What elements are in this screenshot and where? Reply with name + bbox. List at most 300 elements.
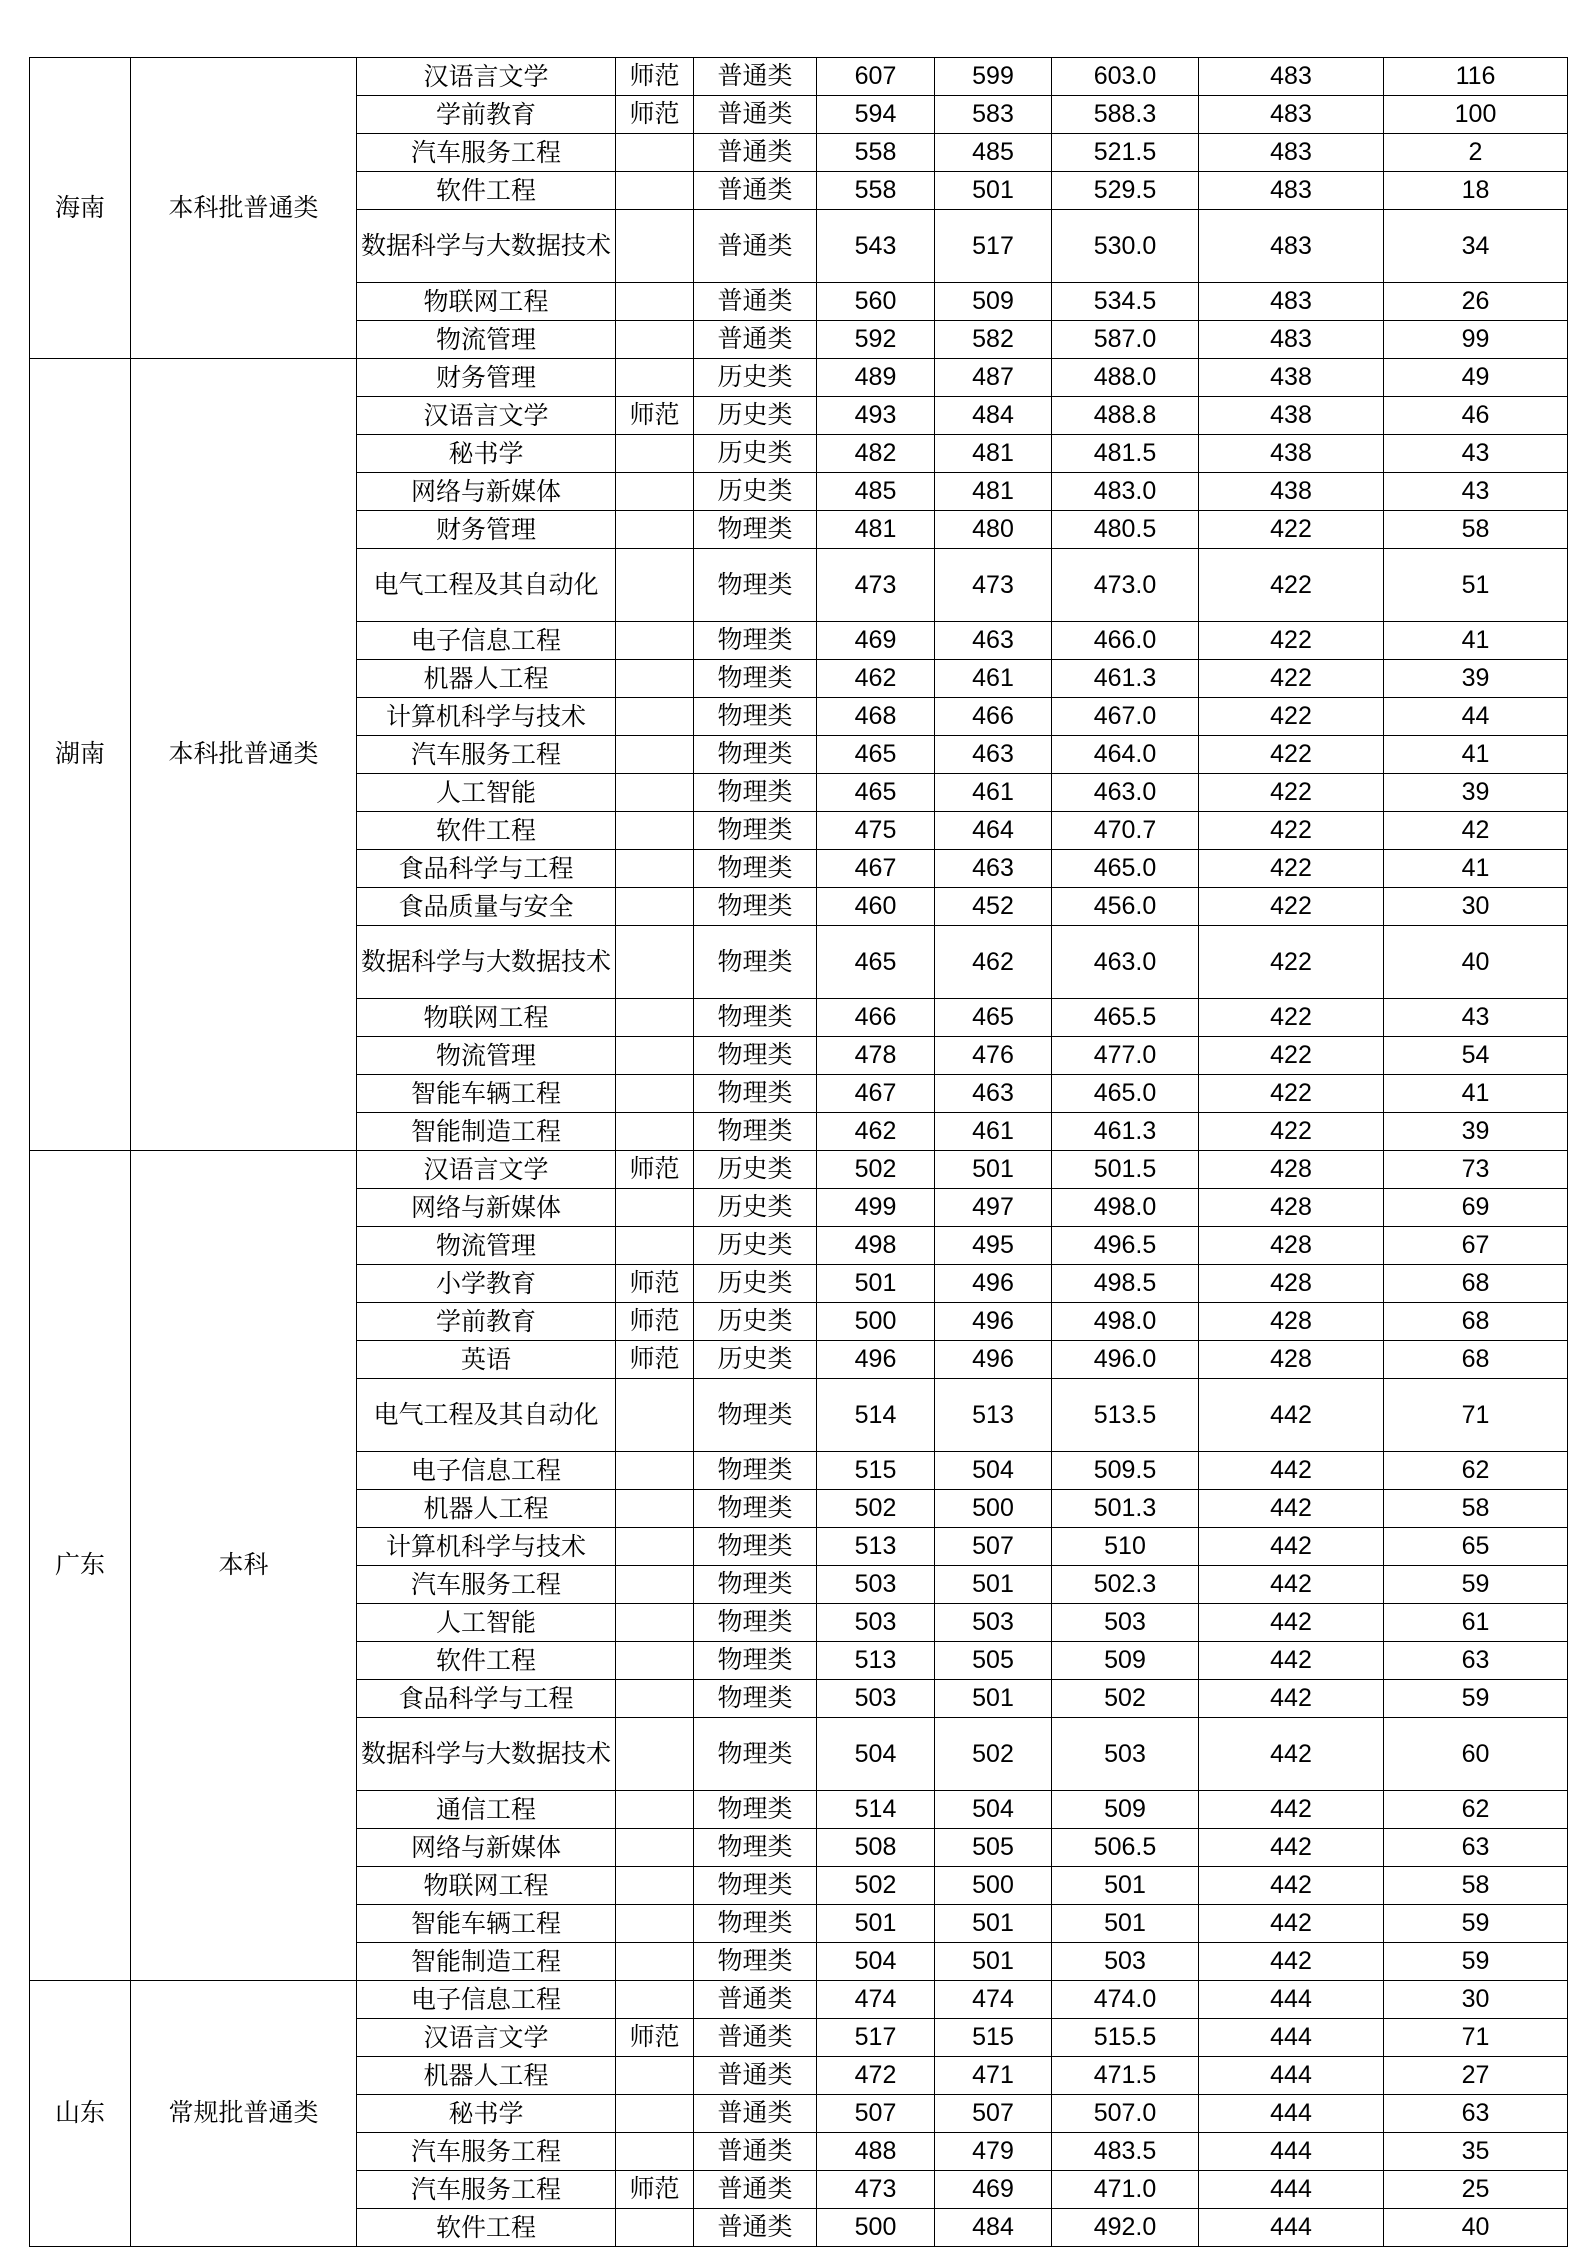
avg-score-cell: 474.0: [1052, 1981, 1199, 2019]
min-score-cell: 582: [935, 321, 1052, 359]
score-above-line-cell: 58: [1384, 1490, 1568, 1528]
avg-score-cell: 467.0: [1052, 698, 1199, 736]
min-score-cell: 466: [935, 698, 1052, 736]
program-note-cell: 师范: [616, 2171, 694, 2209]
min-score-cell: 462: [935, 926, 1052, 999]
avg-score-cell: 503: [1052, 1604, 1199, 1642]
max-score-cell: 504: [817, 1718, 935, 1791]
max-score-cell: 473: [817, 2171, 935, 2209]
score-above-line-cell: 44: [1384, 698, 1568, 736]
major-cell: 汉语言文学: [357, 1151, 616, 1189]
control-line-cell: 442: [1199, 1490, 1384, 1528]
max-score-cell: 504: [817, 1943, 935, 1981]
avg-score-cell: 466.0: [1052, 622, 1199, 660]
major-cell: 财务管理: [357, 359, 616, 397]
province-cell: 湖南: [30, 359, 131, 1151]
avg-score-cell: 509: [1052, 1791, 1199, 1829]
avg-score-cell: 509: [1052, 1642, 1199, 1680]
subject-category-cell: 物理类: [694, 1604, 817, 1642]
subject-category-cell: 普通类: [694, 2133, 817, 2171]
min-score-cell: 481: [935, 473, 1052, 511]
major-cell: 秘书学: [357, 2095, 616, 2133]
program-note-cell: 师范: [616, 1265, 694, 1303]
min-score-cell: 461: [935, 774, 1052, 812]
table-row: [30, 1151, 1568, 1189]
score-above-line-cell: 34: [1384, 210, 1568, 283]
major-cell: 机器人工程: [357, 660, 616, 698]
max-score-cell: 503: [817, 1566, 935, 1604]
major-cell: 电子信息工程: [357, 1981, 616, 2019]
avg-score-cell: 488.0: [1052, 359, 1199, 397]
control-line-cell: 442: [1199, 1829, 1384, 1867]
score-above-line-cell: 41: [1384, 1075, 1568, 1113]
avg-score-cell: 465.5: [1052, 999, 1199, 1037]
program-note-cell: [616, 549, 694, 622]
score-above-line-cell: 68: [1384, 1265, 1568, 1303]
program-note-cell: [616, 1981, 694, 2019]
program-note-cell: [616, 774, 694, 812]
min-score-cell: 474: [935, 1981, 1052, 2019]
subject-category-cell: 物理类: [694, 850, 817, 888]
control-line-cell: 422: [1199, 1037, 1384, 1075]
major-cell: 智能车辆工程: [357, 1905, 616, 1943]
min-score-cell: 463: [935, 622, 1052, 660]
control-line-cell: 442: [1199, 1791, 1384, 1829]
table-row: [30, 359, 1568, 397]
subject-category-cell: 历史类: [694, 1189, 817, 1227]
major-cell: 网络与新媒体: [357, 473, 616, 511]
score-above-line-cell: 63: [1384, 1829, 1568, 1867]
score-above-line-cell: 43: [1384, 999, 1568, 1037]
subject-category-cell: 物理类: [694, 1642, 817, 1680]
subject-category-cell: 物理类: [694, 736, 817, 774]
max-score-cell: 558: [817, 134, 935, 172]
control-line-cell: 444: [1199, 2133, 1384, 2171]
subject-category-cell: 物理类: [694, 511, 817, 549]
major-cell: 食品科学与工程: [357, 1680, 616, 1718]
subject-category-cell: 物理类: [694, 1379, 817, 1452]
program-note-cell: [616, 511, 694, 549]
score-above-line-cell: 73: [1384, 1151, 1568, 1189]
min-score-cell: 507: [935, 2095, 1052, 2133]
program-note-cell: [616, 1379, 694, 1452]
min-score-cell: 480: [935, 511, 1052, 549]
max-score-cell: 558: [817, 172, 935, 210]
control-line-cell: 428: [1199, 1189, 1384, 1227]
max-score-cell: 560: [817, 283, 935, 321]
major-cell: 汽车服务工程: [357, 2133, 616, 2171]
province-cell: 海南: [30, 58, 131, 359]
control-line-cell: 442: [1199, 1905, 1384, 1943]
score-above-line-cell: 39: [1384, 660, 1568, 698]
subject-category-cell: 历史类: [694, 473, 817, 511]
avg-score-cell: 492.0: [1052, 2209, 1199, 2247]
min-score-cell: 503: [935, 1604, 1052, 1642]
avg-score-cell: 483.0: [1052, 473, 1199, 511]
program-note-cell: 师范: [616, 96, 694, 134]
min-score-cell: 501: [935, 1905, 1052, 1943]
min-score-cell: 461: [935, 1113, 1052, 1151]
avg-score-cell: 501.3: [1052, 1490, 1199, 1528]
min-score-cell: 452: [935, 888, 1052, 926]
control-line-cell: 428: [1199, 1303, 1384, 1341]
major-cell: 软件工程: [357, 2209, 616, 2247]
control-line-cell: 444: [1199, 2095, 1384, 2133]
program-note-cell: 师范: [616, 2019, 694, 2057]
avg-score-cell: 498.0: [1052, 1303, 1199, 1341]
score-above-line-cell: 58: [1384, 511, 1568, 549]
major-cell: 电子信息工程: [357, 1452, 616, 1490]
avg-score-cell: 503: [1052, 1718, 1199, 1791]
major-cell: 人工智能: [357, 774, 616, 812]
avg-score-cell: 461.3: [1052, 1113, 1199, 1151]
avg-score-cell: 501.5: [1052, 1151, 1199, 1189]
major-cell: 软件工程: [357, 172, 616, 210]
program-note-cell: [616, 210, 694, 283]
program-note-cell: [616, 698, 694, 736]
subject-category-cell: 普通类: [694, 283, 817, 321]
score-above-line-cell: 43: [1384, 473, 1568, 511]
score-above-line-cell: 30: [1384, 1981, 1568, 2019]
subject-category-cell: 物理类: [694, 1452, 817, 1490]
control-line-cell: 444: [1199, 2019, 1384, 2057]
subject-category-cell: 历史类: [694, 1227, 817, 1265]
score-above-line-cell: 35: [1384, 2133, 1568, 2171]
major-cell: 机器人工程: [357, 1490, 616, 1528]
control-line-cell: 483: [1199, 321, 1384, 359]
subject-category-cell: 历史类: [694, 435, 817, 473]
score-above-line-cell: 18: [1384, 172, 1568, 210]
major-cell: 小学教育: [357, 1265, 616, 1303]
max-score-cell: 485: [817, 473, 935, 511]
max-score-cell: 469: [817, 622, 935, 660]
min-score-cell: 583: [935, 96, 1052, 134]
major-cell: 通信工程: [357, 1791, 616, 1829]
score-above-line-cell: 68: [1384, 1341, 1568, 1379]
subject-category-cell: 普通类: [694, 1981, 817, 2019]
control-line-cell: 428: [1199, 1151, 1384, 1189]
control-line-cell: 483: [1199, 134, 1384, 172]
score-above-line-cell: 99: [1384, 321, 1568, 359]
avg-score-cell: 461.3: [1052, 660, 1199, 698]
major-cell: 汉语言文学: [357, 397, 616, 435]
avg-score-cell: 588.3: [1052, 96, 1199, 134]
score-above-line-cell: 27: [1384, 2057, 1568, 2095]
subject-category-cell: 物理类: [694, 1037, 817, 1075]
avg-score-cell: 506.5: [1052, 1829, 1199, 1867]
max-score-cell: 507: [817, 2095, 935, 2133]
batch-cell: 本科批普通类: [131, 58, 357, 359]
subject-category-cell: 普通类: [694, 134, 817, 172]
subject-category-cell: 历史类: [694, 1303, 817, 1341]
major-cell: 物联网工程: [357, 1867, 616, 1905]
major-cell: 物流管理: [357, 321, 616, 359]
avg-score-cell: 501: [1052, 1905, 1199, 1943]
control-line-cell: 444: [1199, 2057, 1384, 2095]
score-above-line-cell: 26: [1384, 283, 1568, 321]
control-line-cell: 428: [1199, 1265, 1384, 1303]
max-score-cell: 473: [817, 549, 935, 622]
avg-score-cell: 480.5: [1052, 511, 1199, 549]
score-above-line-cell: 100: [1384, 96, 1568, 134]
max-score-cell: 482: [817, 435, 935, 473]
min-score-cell: 500: [935, 1867, 1052, 1905]
max-score-cell: 543: [817, 210, 935, 283]
max-score-cell: 481: [817, 511, 935, 549]
max-score-cell: 493: [817, 397, 935, 435]
avg-score-cell: 502: [1052, 1680, 1199, 1718]
program-note-cell: [616, 359, 694, 397]
score-above-line-cell: 2: [1384, 134, 1568, 172]
control-line-cell: 442: [1199, 1604, 1384, 1642]
control-line-cell: 483: [1199, 96, 1384, 134]
max-score-cell: 489: [817, 359, 935, 397]
score-above-line-cell: 40: [1384, 926, 1568, 999]
subject-category-cell: 物理类: [694, 660, 817, 698]
min-score-cell: 504: [935, 1452, 1052, 1490]
max-score-cell: 467: [817, 1075, 935, 1113]
program-note-cell: [616, 1528, 694, 1566]
max-score-cell: 498: [817, 1227, 935, 1265]
program-note-cell: 师范: [616, 397, 694, 435]
min-score-cell: 463: [935, 850, 1052, 888]
major-cell: 机器人工程: [357, 2057, 616, 2095]
subject-category-cell: 物理类: [694, 1943, 817, 1981]
subject-category-cell: 历史类: [694, 359, 817, 397]
score-above-line-cell: 59: [1384, 1905, 1568, 1943]
program-note-cell: [616, 2095, 694, 2133]
subject-category-cell: 物理类: [694, 926, 817, 999]
control-line-cell: 422: [1199, 736, 1384, 774]
subject-category-cell: 物理类: [694, 888, 817, 926]
score-above-line-cell: 59: [1384, 1566, 1568, 1604]
control-line-cell: 442: [1199, 1867, 1384, 1905]
control-line-cell: 422: [1199, 1075, 1384, 1113]
max-score-cell: 466: [817, 999, 935, 1037]
score-above-line-cell: 62: [1384, 1452, 1568, 1490]
avg-score-cell: 463.0: [1052, 926, 1199, 999]
major-cell: 数据科学与大数据技术: [357, 210, 616, 283]
major-cell: 数据科学与大数据技术: [357, 1718, 616, 1791]
max-score-cell: 502: [817, 1151, 935, 1189]
avg-score-cell: 498.0: [1052, 1189, 1199, 1227]
min-score-cell: 501: [935, 172, 1052, 210]
avg-score-cell: 530.0: [1052, 210, 1199, 283]
score-above-line-cell: 65: [1384, 1528, 1568, 1566]
program-note-cell: [616, 1829, 694, 1867]
subject-category-cell: 物理类: [694, 549, 817, 622]
program-note-cell: [616, 1642, 694, 1680]
control-line-cell: 442: [1199, 1718, 1384, 1791]
province-cell: 广东: [30, 1151, 131, 1981]
max-score-cell: 515: [817, 1452, 935, 1490]
program-note-cell: [616, 1867, 694, 1905]
program-note-cell: [616, 736, 694, 774]
avg-score-cell: 507.0: [1052, 2095, 1199, 2133]
avg-score-cell: 465.0: [1052, 1075, 1199, 1113]
avg-score-cell: 513.5: [1052, 1379, 1199, 1452]
major-cell: 人工智能: [357, 1604, 616, 1642]
min-score-cell: 500: [935, 1490, 1052, 1528]
score-above-line-cell: 58: [1384, 1867, 1568, 1905]
subject-category-cell: 普通类: [694, 58, 817, 96]
program-note-cell: [616, 622, 694, 660]
major-cell: 学前教育: [357, 1303, 616, 1341]
major-cell: 物流管理: [357, 1037, 616, 1075]
program-note-cell: [616, 850, 694, 888]
score-above-line-cell: 63: [1384, 2095, 1568, 2133]
control-line-cell: 428: [1199, 1227, 1384, 1265]
program-note-cell: 师范: [616, 1303, 694, 1341]
min-score-cell: 509: [935, 283, 1052, 321]
subject-category-cell: 普通类: [694, 210, 817, 283]
major-cell: 英语: [357, 1341, 616, 1379]
program-note-cell: [616, 1227, 694, 1265]
program-note-cell: 师范: [616, 1151, 694, 1189]
avg-score-cell: 603.0: [1052, 58, 1199, 96]
score-above-line-cell: 68: [1384, 1303, 1568, 1341]
min-score-cell: 481: [935, 435, 1052, 473]
avg-score-cell: 471.0: [1052, 2171, 1199, 2209]
major-cell: 汽车服务工程: [357, 2171, 616, 2209]
subject-category-cell: 物理类: [694, 1566, 817, 1604]
major-cell: 电气工程及其自动化: [357, 549, 616, 622]
subject-category-cell: 物理类: [694, 812, 817, 850]
score-above-line-cell: 42: [1384, 812, 1568, 850]
major-cell: 电子信息工程: [357, 622, 616, 660]
min-score-cell: 495: [935, 1227, 1052, 1265]
min-score-cell: 461: [935, 660, 1052, 698]
max-score-cell: 503: [817, 1604, 935, 1642]
control-line-cell: 442: [1199, 1566, 1384, 1604]
program-note-cell: [616, 473, 694, 511]
avg-score-cell: 470.7: [1052, 812, 1199, 850]
table-row: [30, 58, 1568, 96]
max-score-cell: 465: [817, 926, 935, 999]
subject-category-cell: 物理类: [694, 1867, 817, 1905]
program-note-cell: [616, 999, 694, 1037]
max-score-cell: 513: [817, 1528, 935, 1566]
min-score-cell: 504: [935, 1791, 1052, 1829]
subject-category-cell: 普通类: [694, 2019, 817, 2057]
avg-score-cell: 501: [1052, 1867, 1199, 1905]
major-cell: 物联网工程: [357, 999, 616, 1037]
min-score-cell: 463: [935, 1075, 1052, 1113]
max-score-cell: 462: [817, 660, 935, 698]
avg-score-cell: 534.5: [1052, 283, 1199, 321]
subject-category-cell: 物理类: [694, 999, 817, 1037]
min-score-cell: 496: [935, 1341, 1052, 1379]
avg-score-cell: 473.0: [1052, 549, 1199, 622]
max-score-cell: 501: [817, 1905, 935, 1943]
control-line-cell: 422: [1199, 660, 1384, 698]
subject-category-cell: 物理类: [694, 1113, 817, 1151]
program-note-cell: [616, 926, 694, 999]
major-cell: 智能制造工程: [357, 1113, 616, 1151]
score-above-line-cell: 41: [1384, 736, 1568, 774]
major-cell: 网络与新媒体: [357, 1189, 616, 1227]
min-score-cell: 484: [935, 2209, 1052, 2247]
program-note-cell: [616, 1566, 694, 1604]
program-note-cell: [616, 1943, 694, 1981]
major-cell: 数据科学与大数据技术: [357, 926, 616, 999]
score-above-line-cell: 30: [1384, 888, 1568, 926]
program-note-cell: [616, 1604, 694, 1642]
avg-score-cell: 509.5: [1052, 1452, 1199, 1490]
program-note-cell: [616, 1452, 694, 1490]
score-above-line-cell: 59: [1384, 1943, 1568, 1981]
min-score-cell: 497: [935, 1189, 1052, 1227]
max-score-cell: 502: [817, 1490, 935, 1528]
avg-score-cell: 465.0: [1052, 850, 1199, 888]
major-cell: 智能制造工程: [357, 1943, 616, 1981]
avg-score-cell: 503: [1052, 1943, 1199, 1981]
subject-category-cell: 物理类: [694, 1829, 817, 1867]
subject-category-cell: 物理类: [694, 1791, 817, 1829]
score-above-line-cell: 51: [1384, 549, 1568, 622]
program-note-cell: [616, 321, 694, 359]
control-line-cell: 422: [1199, 774, 1384, 812]
control-line-cell: 444: [1199, 2171, 1384, 2209]
control-line-cell: 483: [1199, 210, 1384, 283]
admission-scores-table: [29, 57, 1568, 2247]
min-score-cell: 599: [935, 58, 1052, 96]
control-line-cell: 422: [1199, 511, 1384, 549]
max-score-cell: 517: [817, 2019, 935, 2057]
min-score-cell: 515: [935, 2019, 1052, 2057]
program-note-cell: 师范: [616, 1341, 694, 1379]
control-line-cell: 483: [1199, 283, 1384, 321]
control-line-cell: 422: [1199, 549, 1384, 622]
subject-category-cell: 物理类: [694, 1075, 817, 1113]
score-above-line-cell: 71: [1384, 1379, 1568, 1452]
program-note-cell: [616, 1718, 694, 1791]
program-note-cell: [616, 2057, 694, 2095]
major-cell: 食品科学与工程: [357, 850, 616, 888]
score-above-line-cell: 59: [1384, 1680, 1568, 1718]
subject-category-cell: 普通类: [694, 2171, 817, 2209]
min-score-cell: 496: [935, 1265, 1052, 1303]
program-note-cell: [616, 1075, 694, 1113]
control-line-cell: 483: [1199, 58, 1384, 96]
min-score-cell: 501: [935, 1151, 1052, 1189]
major-cell: 物联网工程: [357, 283, 616, 321]
major-cell: 财务管理: [357, 511, 616, 549]
avg-score-cell: 471.5: [1052, 2057, 1199, 2095]
subject-category-cell: 历史类: [694, 1341, 817, 1379]
batch-cell: 本科批普通类: [131, 359, 357, 1151]
control-line-cell: 442: [1199, 1452, 1384, 1490]
program-note-cell: [616, 134, 694, 172]
score-above-line-cell: 67: [1384, 1227, 1568, 1265]
table-row: [30, 1981, 1568, 2019]
subject-category-cell: 历史类: [694, 397, 817, 435]
major-cell: 食品质量与安全: [357, 888, 616, 926]
score-above-line-cell: 116: [1384, 58, 1568, 96]
major-cell: 物流管理: [357, 1227, 616, 1265]
min-score-cell: 465: [935, 999, 1052, 1037]
program-note-cell: [616, 660, 694, 698]
control-line-cell: 428: [1199, 1341, 1384, 1379]
program-note-cell: [616, 2209, 694, 2247]
program-note-cell: [616, 1905, 694, 1943]
major-cell: 学前教育: [357, 96, 616, 134]
major-cell: 软件工程: [357, 812, 616, 850]
max-score-cell: 499: [817, 1189, 935, 1227]
max-score-cell: 514: [817, 1791, 935, 1829]
max-score-cell: 503: [817, 1680, 935, 1718]
max-score-cell: 488: [817, 2133, 935, 2171]
